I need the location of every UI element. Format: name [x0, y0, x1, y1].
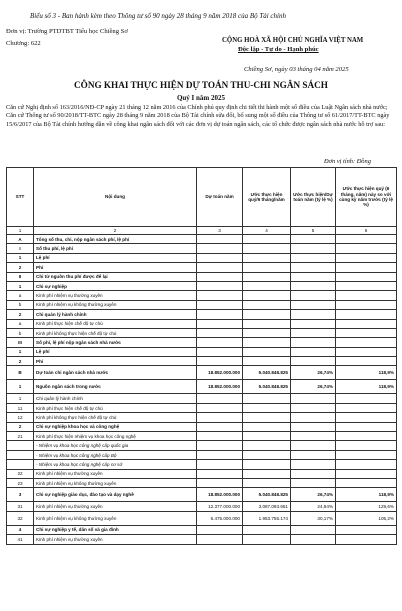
- row-plan: [197, 263, 243, 272]
- table-row: [7, 469, 397, 478]
- col-number: 4: [243, 227, 291, 235]
- row-yoy: [336, 422, 397, 431]
- row-estimate: [243, 244, 291, 253]
- col-header-content: Nội dung: [34, 168, 197, 227]
- row-stt: 31: [7, 502, 34, 511]
- row-plan: [197, 338, 243, 347]
- row-plan: [197, 319, 243, 328]
- row-stt: 1: [7, 380, 34, 394]
- row-yoy: [336, 272, 397, 281]
- row-estimate: [243, 478, 291, 487]
- row-plan: [197, 450, 243, 459]
- row-ratio: [291, 244, 336, 253]
- column-number-row: [7, 227, 397, 235]
- row-content: Kinh phí nhiệm vụ không thường xuyên: [34, 300, 197, 309]
- row-yoy: [336, 469, 397, 478]
- row-yoy: [336, 413, 397, 422]
- row-content: Kinh phí nhiệm vụ thường xuyên: [34, 502, 197, 511]
- row-content: Dự toán chi ngân sách nhà nước: [34, 366, 197, 380]
- row-ratio: [291, 422, 336, 431]
- row-yoy: [336, 394, 397, 403]
- row-ratio: [291, 441, 336, 450]
- table-row: [7, 535, 397, 544]
- row-estimate: [243, 291, 291, 300]
- row-estimate: [243, 469, 291, 478]
- table-row: [7, 450, 397, 459]
- col-header-plan: Dự toán năm: [197, 168, 243, 227]
- row-ratio: [291, 253, 336, 262]
- table-row: [7, 281, 397, 290]
- row-estimate: 5.040.848.825: [243, 380, 291, 394]
- row-content: Tổng số thu, chi, nộp ngân sách phí, lệ phí: [34, 235, 197, 244]
- row-stt: 1: [7, 394, 34, 403]
- row-estimate: [243, 235, 291, 244]
- row-content: Chi sự nghiệp: [34, 281, 197, 290]
- row-stt: 23: [7, 478, 34, 487]
- row-estimate: [243, 263, 291, 272]
- row-plan: [197, 403, 243, 412]
- row-yoy: [336, 300, 397, 309]
- row-ratio: [291, 478, 336, 487]
- row-stt: 41: [7, 535, 34, 544]
- row-plan: 12.377.000.000: [197, 502, 243, 511]
- row-content: Chi quản lý hành chính: [34, 310, 197, 319]
- row-stt: 4: [7, 525, 34, 534]
- row-content: Kinh phí thực hiện chế độ tự chủ: [34, 319, 197, 328]
- row-stt: A: [7, 235, 34, 244]
- row-estimate: [243, 403, 291, 412]
- row-content: - Nhiệm vụ khoa học công nghệ cấp Bộ: [34, 450, 197, 459]
- row-estimate: [243, 253, 291, 262]
- row-estimate: [243, 535, 291, 544]
- row-stt: 2: [7, 357, 34, 366]
- row-stt: II: [7, 272, 34, 281]
- table-row: [7, 253, 397, 262]
- row-ratio: [291, 272, 336, 281]
- row-stt: b: [7, 300, 34, 309]
- table-row: [7, 502, 397, 511]
- row-stt: [7, 460, 34, 469]
- row-estimate: [243, 394, 291, 403]
- table-header-row: [7, 168, 397, 227]
- row-content: Kinh phí không thực hiện chế độ tự chủ: [34, 328, 197, 337]
- row-yoy: [336, 535, 397, 544]
- row-content: Nguồn ngân sách trong nước: [34, 380, 197, 394]
- col-number: 2: [34, 227, 197, 235]
- row-estimate: [243, 357, 291, 366]
- table-row: [7, 441, 397, 450]
- national-motto: Độc lập - Tự do - Hạnh phúc: [238, 46, 319, 53]
- col-header-estimate: Ước thực hiện quý/6 tháng/năm: [243, 168, 291, 227]
- row-estimate: [243, 338, 291, 347]
- row-plan: [197, 253, 243, 262]
- table-row: [7, 263, 397, 272]
- row-content: Số phí, lệ phí nộp ngân sách nhà nước: [34, 338, 197, 347]
- row-stt: 3: [7, 488, 34, 502]
- row-yoy: 118,9%: [336, 366, 397, 380]
- row-content: Chi sự nghiệp khoa học và công nghệ: [34, 422, 197, 431]
- col-header-yoy: Ước thực hiện quý (6 tháng, năm) này so với cùng kỳ năm trước (tỷ lệ %): [336, 168, 397, 227]
- row-stt: a: [7, 291, 34, 300]
- row-plan: [197, 469, 243, 478]
- row-yoy: [336, 310, 397, 319]
- row-estimate: [243, 450, 291, 459]
- row-ratio: 24,94%: [291, 502, 336, 511]
- row-ratio: [291, 432, 336, 441]
- row-content: Chi sự nghiệp y tế, dân số và gia đình: [34, 525, 197, 534]
- budget-table: [6, 167, 397, 545]
- col-number: 6: [336, 227, 397, 235]
- row-yoy: [336, 460, 397, 469]
- row-plan: [197, 310, 243, 319]
- row-ratio: [291, 328, 336, 337]
- row-stt: I: [7, 244, 34, 253]
- table-row: [7, 338, 397, 347]
- table-row: [7, 357, 397, 366]
- row-stt: B: [7, 366, 34, 380]
- row-stt: 1: [7, 347, 34, 356]
- row-ratio: [291, 403, 336, 412]
- row-stt: III: [7, 338, 34, 347]
- table-row: [7, 310, 397, 319]
- row-yoy: [336, 263, 397, 272]
- row-estimate: [243, 319, 291, 328]
- row-plan: [197, 347, 243, 356]
- row-plan: [197, 394, 243, 403]
- row-stt: [7, 441, 34, 450]
- row-plan: [197, 235, 243, 244]
- row-ratio: [291, 460, 336, 469]
- row-plan: [197, 281, 243, 290]
- row-ratio: [291, 450, 336, 459]
- row-plan: 18.852.000.000: [197, 488, 243, 502]
- row-estimate: [243, 272, 291, 281]
- row-content: Kinh phí thực hiện chế độ tự chủ: [34, 403, 197, 412]
- row-ratio: [291, 300, 336, 309]
- row-estimate: [243, 432, 291, 441]
- row-estimate: 3.087.093.651: [243, 502, 291, 511]
- row-yoy: [336, 441, 397, 450]
- row-ratio: 26,74%: [291, 488, 336, 502]
- row-stt: 32: [7, 511, 34, 525]
- row-ratio: [291, 310, 336, 319]
- row-yoy: [336, 432, 397, 441]
- row-content: Kinh phí nhiệm vụ thường xuyên: [34, 535, 197, 544]
- row-estimate: [243, 328, 291, 337]
- row-plan: [197, 422, 243, 431]
- row-estimate: [243, 300, 291, 309]
- row-stt: 2: [7, 263, 34, 272]
- row-ratio: [291, 263, 336, 272]
- legal-basis-paragraph: Căn cứ Thông tư số 90/2018/TT-BTC ngày 28 tháng 9 năm 2018 của Bộ Tài chính sửa đổi, bổ sung một số điều của Thông tư số 61/2017/TT-BTC ngày 15/6/2017 của Bộ Tài chính hướng dẫn về công khai ngân sách đối với các đơn vị dự toán ngân sách, các tổ chức được ngân sách nhà nước hỗ trợ sau:: [6, 112, 390, 128]
- row-content: Kinh phí không thực hiện chế độ tự chủ: [34, 413, 197, 422]
- table-row: [7, 291, 397, 300]
- row-content: Chi quản lý hành chính: [34, 394, 197, 403]
- row-ratio: [291, 525, 336, 534]
- row-content: - Nhiệm vụ khoa học công nghệ cấp quốc gia: [34, 441, 197, 450]
- row-stt: 2: [7, 422, 34, 431]
- row-stt: 11: [7, 403, 34, 412]
- row-ratio: [291, 235, 336, 244]
- row-yoy: [336, 347, 397, 356]
- table-row: [7, 244, 397, 253]
- table-row: [7, 511, 397, 525]
- row-yoy: [336, 235, 397, 244]
- document-quarter: Quý I năm 2025: [176, 94, 226, 102]
- row-content: Kinh phí thực hiện nhiệm vụ khoa học công nghệ: [34, 432, 197, 441]
- row-plan: [197, 357, 243, 366]
- table-row: [7, 488, 397, 502]
- row-plan: [197, 413, 243, 422]
- table-row: [7, 394, 397, 403]
- row-ratio: [291, 469, 336, 478]
- row-content: Lệ phí: [34, 347, 197, 356]
- row-stt: [7, 450, 34, 459]
- row-yoy: 118,9%: [336, 380, 397, 394]
- row-stt: 1: [7, 281, 34, 290]
- col-number: 1: [7, 227, 34, 235]
- row-estimate: [243, 347, 291, 356]
- place-date: Chiềng Sơ, ngày 03 tháng 04 năm 2025: [244, 66, 349, 73]
- row-estimate: [243, 281, 291, 290]
- row-plan: [197, 328, 243, 337]
- row-ratio: [291, 319, 336, 328]
- row-estimate: 5.040.848.825: [243, 366, 291, 380]
- row-content: Lệ phí: [34, 253, 197, 262]
- row-plan: [197, 432, 243, 441]
- row-ratio: [291, 338, 336, 347]
- row-content: - Nhiệm vụ khoa học công nghệ cấp cơ sở: [34, 460, 197, 469]
- row-ratio: 26,74%: [291, 366, 336, 380]
- row-plan: 6.475.000.000: [197, 511, 243, 525]
- row-stt: 22: [7, 469, 34, 478]
- row-estimate: 5.040.848.825: [243, 488, 291, 502]
- table-row: [7, 403, 397, 412]
- row-estimate: [243, 413, 291, 422]
- row-ratio: [291, 535, 336, 544]
- row-ratio: [291, 394, 336, 403]
- row-plan: [197, 535, 243, 544]
- row-stt: a: [7, 319, 34, 328]
- unit-name: Đơn vị: Trường PTDTBT Tiểu học Chiềng Sơ: [6, 28, 128, 35]
- row-yoy: 129,6%: [336, 502, 397, 511]
- row-plan: 18.852.000.000: [197, 366, 243, 380]
- legal-basis: [6, 104, 396, 129]
- chapter-code: Chương: 622: [6, 40, 41, 47]
- table-row: [7, 478, 397, 487]
- row-plan: [197, 478, 243, 487]
- row-plan: [197, 460, 243, 469]
- row-yoy: [336, 478, 397, 487]
- row-yoy: [336, 291, 397, 300]
- row-plan: [197, 525, 243, 534]
- col-header-ratio: Ước thực hiện/Dự toán năm (tỷ lệ %): [291, 168, 336, 227]
- col-number: 3: [197, 227, 243, 235]
- row-content: Chi từ nguồn thu phí được để lại: [34, 272, 197, 281]
- table-row: [7, 366, 397, 380]
- row-content: Kinh phí nhiệm vụ thường xuyên: [34, 469, 197, 478]
- col-number: 5: [291, 227, 336, 235]
- row-yoy: [336, 244, 397, 253]
- row-ratio: 30,17%: [291, 511, 336, 525]
- row-plan: [197, 300, 243, 309]
- row-ratio: [291, 291, 336, 300]
- document-title: CÔNG KHAI THỰC HIỆN DỰ TOÁN THU-CHI NGÂN SÁCH: [74, 80, 328, 90]
- table-row: [7, 460, 397, 469]
- row-yoy: [336, 525, 397, 534]
- table-row: [7, 380, 397, 394]
- row-estimate: 1.953.755.174: [243, 511, 291, 525]
- row-stt: 1: [7, 253, 34, 262]
- row-content: Chi sự nghiệp giáo dục, đào tạo và dạy nghề: [34, 488, 197, 502]
- row-yoy: [336, 338, 397, 347]
- row-plan: [197, 272, 243, 281]
- row-yoy: 118,9%: [336, 488, 397, 502]
- row-yoy: [336, 403, 397, 412]
- row-yoy: [336, 253, 397, 262]
- row-plan: 18.852.000.000: [197, 380, 243, 394]
- row-yoy: [336, 328, 397, 337]
- row-yoy: [336, 357, 397, 366]
- row-yoy: 105,2%: [336, 511, 397, 525]
- row-estimate: [243, 525, 291, 534]
- row-ratio: 26,74%: [291, 380, 336, 394]
- row-estimate: [243, 441, 291, 450]
- row-stt: 21: [7, 432, 34, 441]
- row-ratio: [291, 347, 336, 356]
- table-body: [7, 235, 397, 545]
- row-estimate: [243, 460, 291, 469]
- row-content: Kinh phí nhiệm vụ thường xuyên: [34, 291, 197, 300]
- table-row: [7, 319, 397, 328]
- table-row: [7, 300, 397, 309]
- row-content: Phí: [34, 263, 197, 272]
- republic-heading: CỘNG HOÀ XÃ HỘI CHỦ NGHĨA VIỆT NAM: [222, 37, 364, 44]
- row-stt: 2: [7, 310, 34, 319]
- table-row: [7, 432, 397, 441]
- table-row: [7, 272, 397, 281]
- row-ratio: [291, 413, 336, 422]
- col-header-stt: STT: [7, 168, 34, 227]
- row-content: Kinh phí nhiệm vụ không thường xuyên: [34, 478, 197, 487]
- row-ratio: [291, 357, 336, 366]
- row-stt: 12: [7, 413, 34, 422]
- row-plan: [197, 291, 243, 300]
- table-row: [7, 347, 397, 356]
- row-ratio: [291, 281, 336, 290]
- table-row: [7, 413, 397, 422]
- row-plan: [197, 244, 243, 253]
- row-yoy: [336, 450, 397, 459]
- row-stt: b: [7, 328, 34, 337]
- row-content: Số thu phí, lệ phí: [34, 244, 197, 253]
- row-content: Phí: [34, 357, 197, 366]
- row-estimate: [243, 310, 291, 319]
- circular-notice: Biểu số 3 - Ban hành kèm theo Thông tư số 90 ngày 28 tháng 9 năm 2018 của Bộ Tài chính: [30, 12, 286, 20]
- row-yoy: [336, 319, 397, 328]
- currency-unit: Đơn vị tính: Đồng: [324, 158, 371, 165]
- row-estimate: [243, 422, 291, 431]
- table-row: [7, 525, 397, 534]
- row-plan: [197, 441, 243, 450]
- table-row: [7, 328, 397, 337]
- row-content: Kinh phí nhiệm vụ không thường xuyên: [34, 511, 197, 525]
- legal-basis-paragraph: Căn cứ Nghị định số 163/2016/NĐ-CP ngày 21 tháng 12 năm 2016 của Chính phủ quy định chi tiết thi hành một số điều của Luật Ngân sách nhà nước;: [6, 104, 388, 111]
- row-yoy: [336, 281, 397, 290]
- table-row: [7, 422, 397, 431]
- table-row: [7, 235, 397, 244]
